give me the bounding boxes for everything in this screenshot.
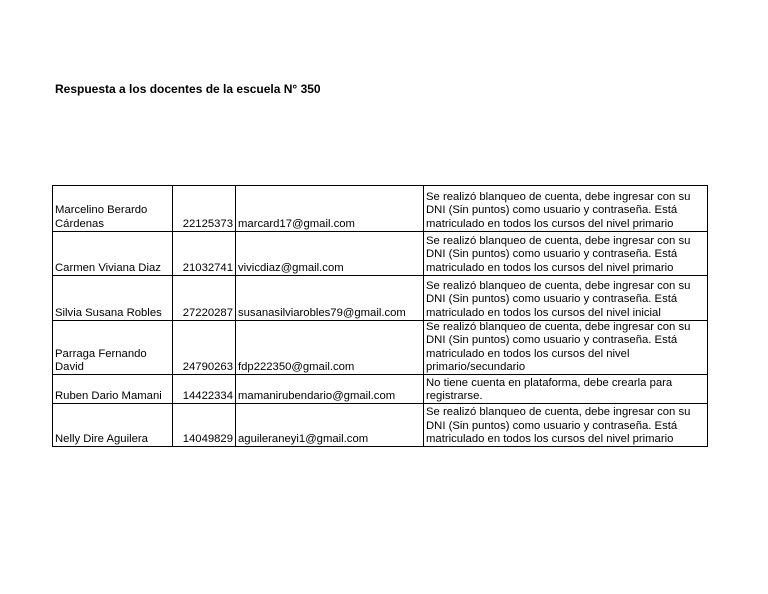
dni-cell: 27220287	[173, 276, 236, 321]
email-cell: vivicdiaz@gmail.com	[236, 232, 424, 276]
email-cell: susanasilviarobles79@gmail.com	[236, 276, 424, 321]
email-cell: aguileraneyi1@gmail.com	[236, 404, 424, 447]
response-message-cell: Se realizó blanqueo de cuenta, debe ingresar con su DNI (Sin puntos) como usuario y contraseña. Está matriculado en todos los cursos del nivel inicial	[424, 276, 708, 321]
responses-table	[52, 185, 708, 447]
email-cell: mamanirubendario@gmail.com	[236, 375, 424, 404]
page-title: Respuesta a los docentes de la escuela N° 350	[55, 82, 321, 96]
table-row	[53, 276, 708, 321]
table-row	[53, 232, 708, 276]
table-row	[53, 186, 708, 232]
table-row	[53, 375, 708, 404]
email-cell: fdp222350@gmail.com	[236, 321, 424, 375]
response-message-cell: Se realizó blanqueo de cuenta, debe ingresar con su DNI (Sin puntos) como usuario y contraseña. Está matriculado en todos los cursos del nivel primario	[424, 186, 708, 232]
email-cell: marcard17@gmail.com	[236, 186, 424, 232]
table-row	[53, 404, 708, 447]
dni-cell: 21032741	[173, 232, 236, 276]
dni-cell: 14422334	[173, 375, 236, 404]
response-message-cell: Se realizó blanqueo de cuenta, debe ingresar con su DNI (Sin puntos) como usuario y contraseña. Está matriculado en todos los cursos del nivel primario/secundario	[424, 321, 708, 375]
dni-cell: 14049829	[173, 404, 236, 447]
teacher-name-cell: Silvia Susana Robles	[53, 276, 173, 321]
teacher-name-cell: Nelly Dire Aguilera	[53, 404, 173, 447]
teacher-name-cell: Ruben Dario Mamani	[53, 375, 173, 404]
response-message-cell: Se realizó blanqueo de cuenta, debe ingresar con su DNI (Sin puntos) como usuario y contraseña. Está matriculado en todos los cursos del nivel primario	[424, 404, 708, 447]
teacher-name-cell: Parraga Fernando David	[53, 321, 173, 375]
teacher-name-cell: Marcelino Berardo Cárdenas	[53, 186, 173, 232]
table-row	[53, 321, 708, 375]
response-message-cell: Se realizó blanqueo de cuenta, debe ingresar con su DNI (Sin puntos) como usuario y contraseña. Está matriculado en todos los cursos del nivel primario	[424, 232, 708, 276]
dni-cell: 24790263	[173, 321, 236, 375]
dni-cell: 22125373	[173, 186, 236, 232]
response-message-cell: No tiene cuenta en plataforma, debe crearla para registrarse.	[424, 375, 708, 404]
teacher-name-cell: Carmen Viviana Diaz	[53, 232, 173, 276]
